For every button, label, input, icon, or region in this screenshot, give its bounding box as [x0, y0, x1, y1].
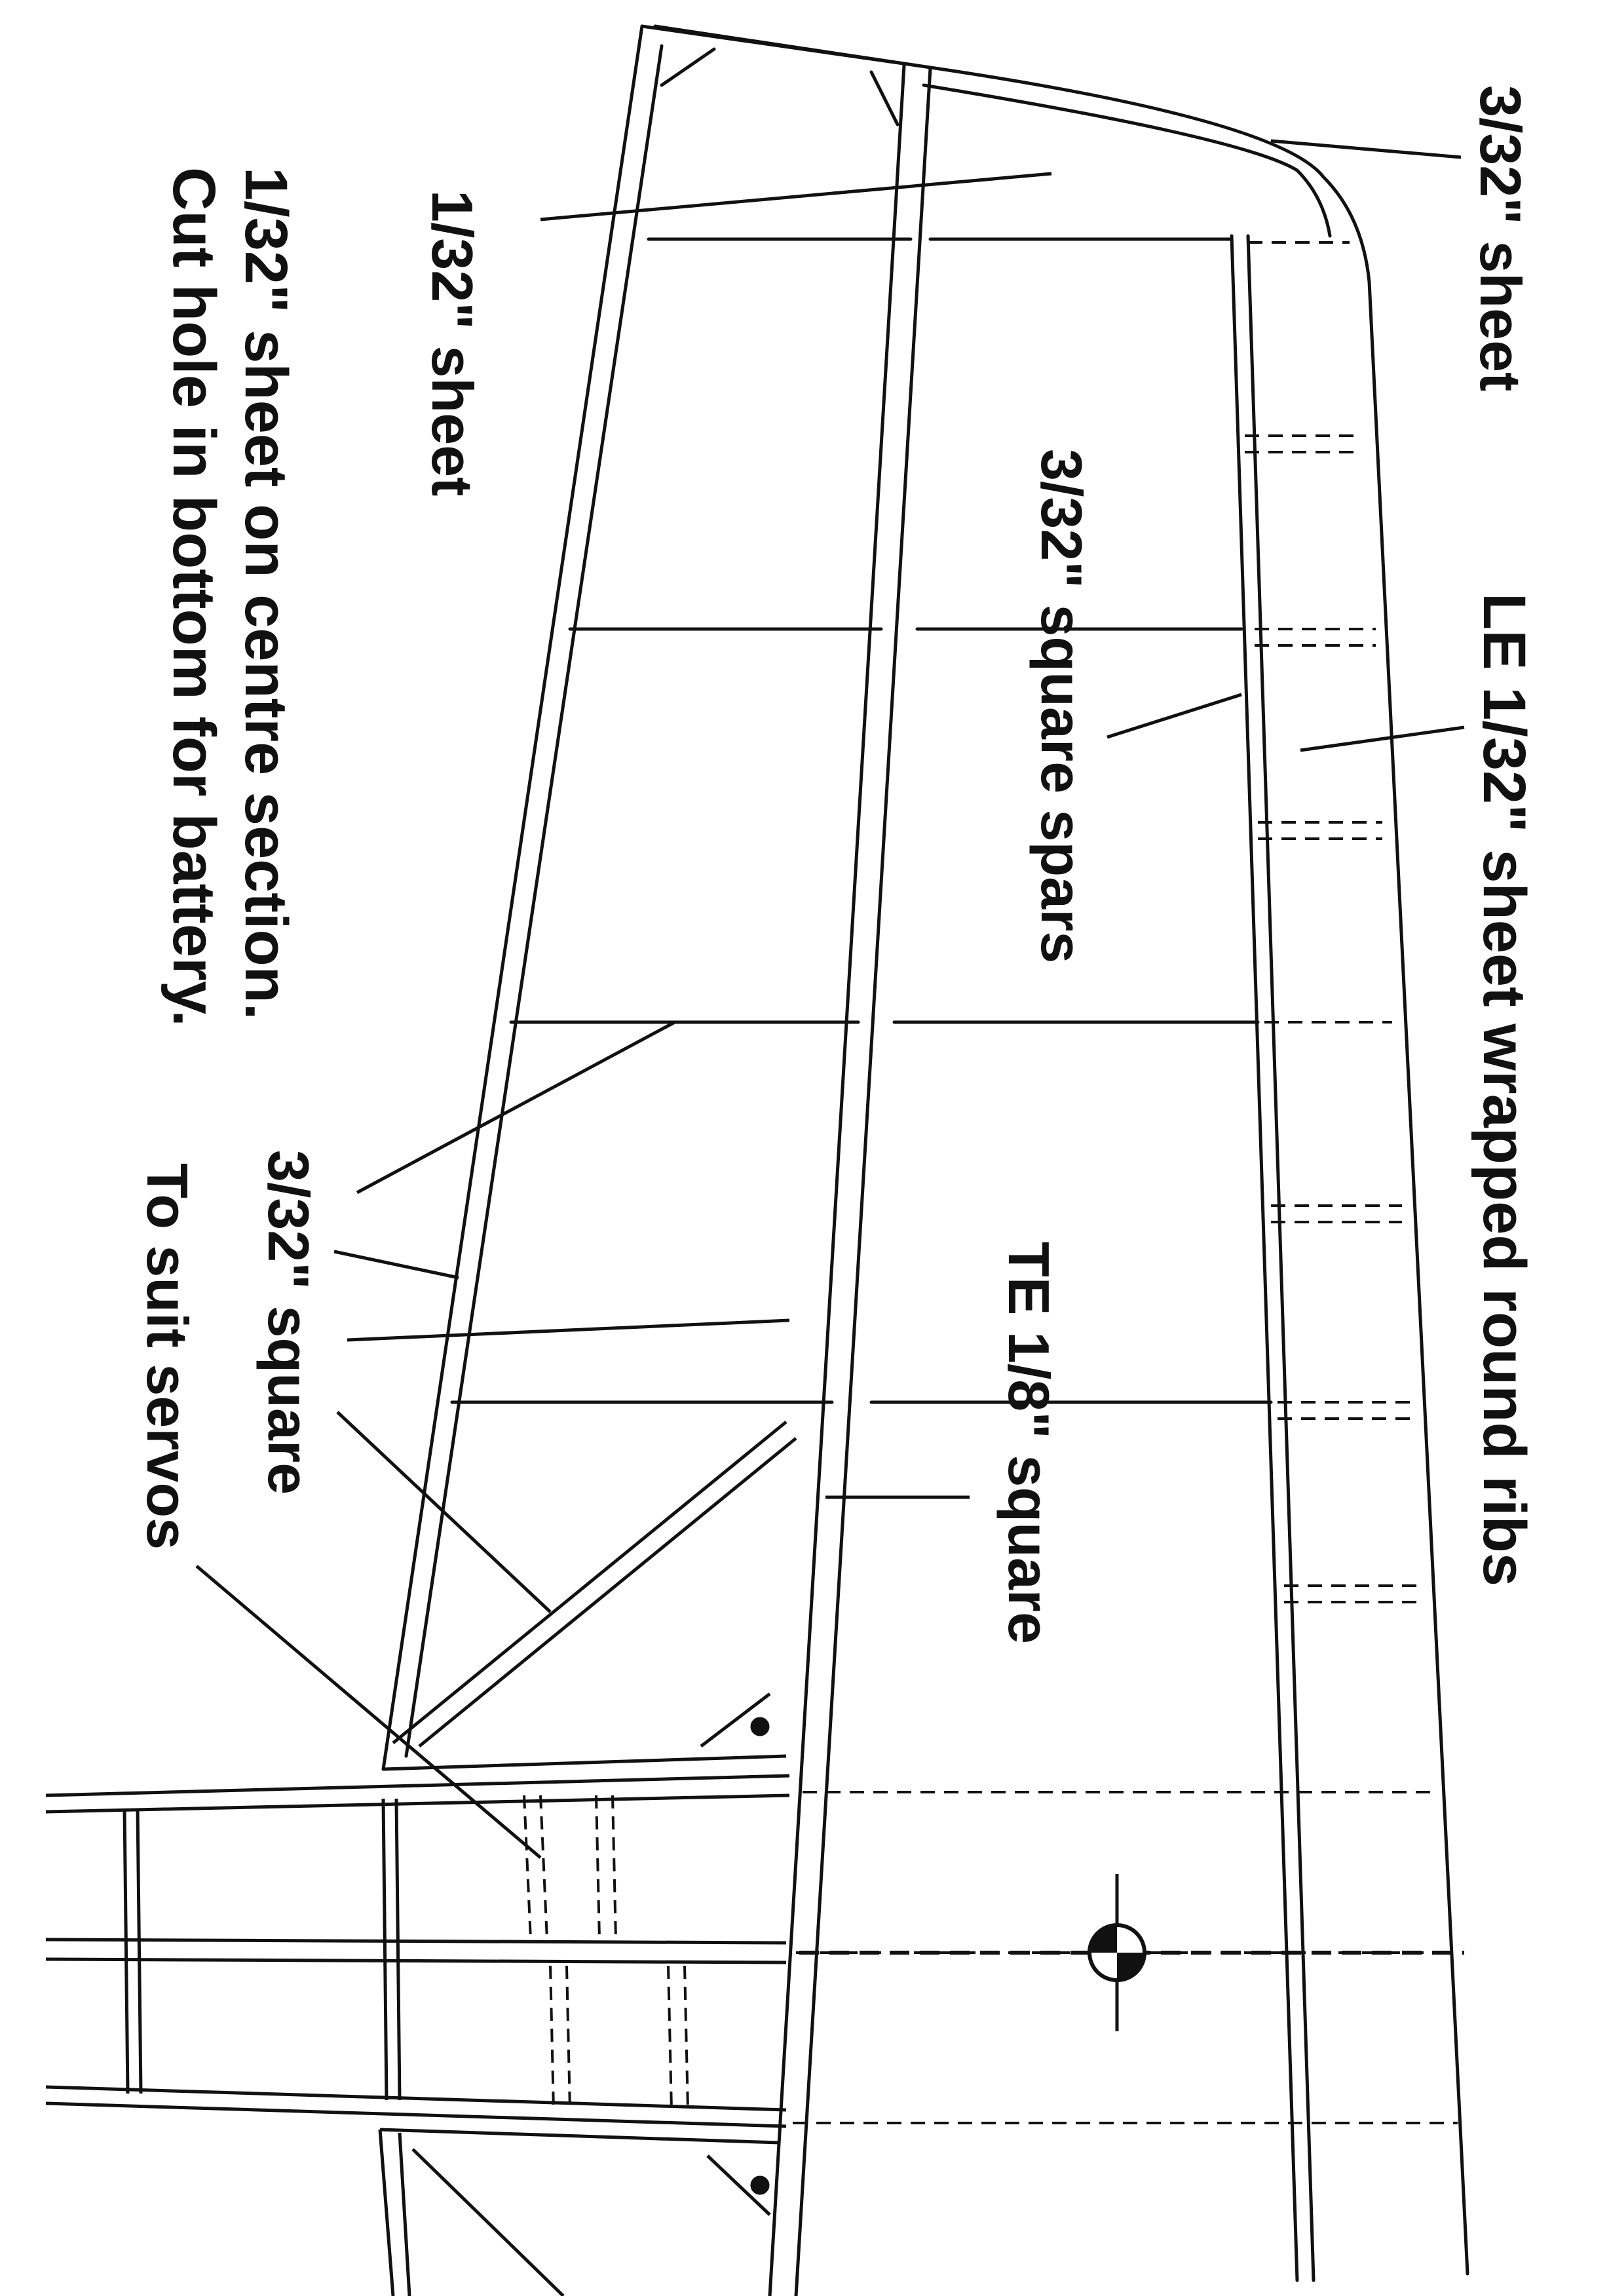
aileron-diagonal-a — [393, 1422, 786, 1743]
lower-hinge-point-icon — [752, 2177, 768, 2193]
centre-rib-mid-a — [46, 1940, 786, 1943]
leader-tip-sheet — [1271, 141, 1461, 157]
servo-dash-1 — [524, 1795, 531, 1940]
centre-longeron-b — [138, 1808, 141, 2094]
leader-square-4 — [337, 1412, 550, 1612]
tip-gusset-front — [871, 72, 898, 124]
tip-gusset-rear — [662, 49, 714, 85]
front-spar-b — [1248, 236, 1314, 2280]
hinge-point-icon — [752, 1719, 768, 1734]
centre-longeron-c — [383, 1799, 387, 2100]
servo-dash-2 — [540, 1795, 547, 1940]
servo-dash-7 — [668, 1966, 672, 2110]
servo-dash-4 — [613, 1795, 616, 1940]
front-spar-a — [1232, 236, 1297, 2280]
main-spar-b — [796, 68, 930, 2296]
leader-square-spars — [1107, 695, 1241, 737]
leader-square-3 — [347, 1320, 789, 1340]
aileron-diagonal-b — [419, 1438, 796, 1746]
leader-le-sheet — [1300, 727, 1464, 750]
servo-dash-5 — [550, 1966, 554, 2110]
label-servos: To suit servos — [135, 1163, 200, 1550]
label-square-spars: 3/32" square spars — [1029, 449, 1094, 964]
aileron-root-rib — [383, 1756, 786, 1769]
lower-trailing-a — [380, 2130, 393, 2296]
label-centre-sheet-1: 1/32" sheet on centre section. — [233, 167, 299, 1020]
lower-root-rib — [380, 2130, 780, 2143]
tip-rib — [642, 26, 917, 66]
centre-rib-top-a — [46, 1776, 789, 1795]
servo-dash-8 — [685, 1966, 688, 2110]
label-centre-sheet-2: Cut hole in bottom for battery. — [161, 167, 227, 1027]
servo-dash-6 — [567, 1966, 570, 2110]
label-te: TE 1/8" square — [996, 1242, 1061, 1644]
label-tip-sheet: 3/32" sheet — [1468, 85, 1533, 392]
leading-edge-outline — [655, 26, 1467, 2274]
leader-square-1 — [357, 1022, 675, 1193]
leader-servos — [197, 1566, 540, 1858]
main-spar-a — [770, 66, 904, 2296]
label-trailing-sheet: 1/32" sheet — [420, 190, 485, 497]
label-square: 3/32" square — [256, 1150, 321, 1495]
lower-diagonal — [413, 2149, 563, 2296]
servo-dash-3 — [596, 1795, 599, 1940]
label-le-sheet: LE 1/32" sheet wrapped round ribs — [1471, 593, 1538, 1586]
centre-longeron-d — [396, 1799, 400, 2100]
cg-symbol-icon — [1089, 1874, 1145, 2031]
centre-rib-mid-b — [46, 1959, 786, 1962]
tip-sheet-curve — [924, 85, 1330, 236]
leader-square-2 — [334, 1252, 459, 1278]
centre-rib-top-b — [46, 1795, 789, 1812]
lower-trailing-b — [400, 2133, 409, 2296]
centre-longeron-a — [124, 1808, 128, 2094]
